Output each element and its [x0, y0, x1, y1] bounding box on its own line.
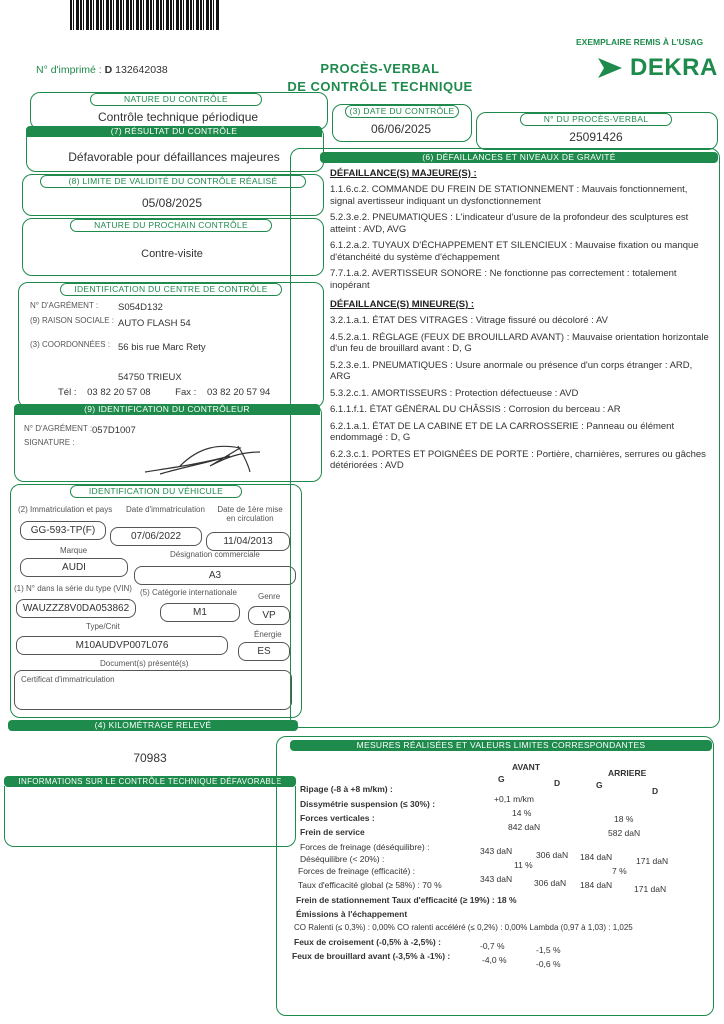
forces-verticales-av: 842 daN [508, 822, 541, 832]
freinage-efficacite-label: Forces de freinage (efficacité) : [298, 866, 416, 876]
document-value: Certificat d'immatriculation [21, 675, 115, 684]
centre-coord-label: (3) COORDONNÉES : [30, 340, 111, 349]
genre-label: Genre [258, 592, 281, 601]
barcode [70, 0, 220, 30]
centre-agrement: S054D132 [118, 302, 163, 313]
controleur-heading: (9) IDENTIFICATION DU CONTRÔLEUR [14, 404, 320, 415]
defaillances-heading: (6) DÉFAILLANCES ET NIVEAUX DE GRAVITÉ [320, 152, 718, 163]
centre-ville: 54750 TRIEUX [118, 372, 182, 383]
marque-field: AUDI [20, 558, 128, 577]
centre-phone-row [58, 387, 270, 399]
mineure-item: 3.2.1.a.1. ÉTAT DES VITRAGES : Vitrage fissuré ou décoloré : AV [330, 315, 608, 326]
type-label: Type/Cnit [86, 622, 120, 631]
resultat-value: Défavorable pour défaillances majeures [68, 150, 280, 164]
mineure-item: 4.5.2.a.1. RÉGLAGE (FEUX DE BROUILLARD AVANT) : Mauvaise orientation horizontale d'un feu de brouillard avant : D, G [330, 331, 709, 354]
date-value: 06/06/2025 [370, 122, 432, 136]
mineures-title: DÉFAILLANCE(S) MINEURE(S) : [330, 299, 475, 310]
centre-heading: IDENTIFICATION DU CENTRE DE CONTRÔLE [60, 283, 282, 296]
tel-label: Tél : [58, 387, 77, 398]
fd-av-g: 343 daN [480, 846, 513, 856]
categorie-label: (5) Catégorie internationale [140, 588, 237, 597]
immat-label: (2) Immatriculation et pays [18, 505, 113, 514]
controleur-agrement-label: N° D'AGRÉMENT : [24, 424, 93, 433]
feux-brouillard-d: -0,6 % [536, 959, 561, 969]
nature-heading: NATURE DU CONTRÔLE [90, 93, 262, 106]
document-field [14, 670, 292, 710]
majeures-title: DÉFAILLANCE(S) MAJEURE(S) : [330, 168, 477, 179]
feux-brouillard-g: -4,0 % [482, 955, 507, 965]
centre-agrement-label: N° D'AGRÉMENT : [30, 301, 99, 310]
ripage-label: Ripage (-8 à +8 m/km) : [300, 784, 393, 794]
fax-label: Fax : [175, 387, 197, 398]
feux-croisement-label: Feux de croisement (-0,5% à -2,5%) : [294, 937, 441, 947]
avant-d: D [554, 778, 561, 788]
defaillances-content [330, 168, 710, 472]
fd-ar-d: 171 daN [636, 856, 669, 866]
title-line-1: PROCÈS-VERBAL [320, 61, 440, 76]
document-title [260, 60, 500, 96]
mineure-item: 6.1.1.f.1. ÉTAT GÉNÉRAL DU CHÂSSIS : Corrosion du berceau : AR [330, 404, 621, 415]
marque-label: Marque [60, 546, 88, 555]
informations-box [4, 786, 296, 847]
tel-value: 03 82 20 57 08 [87, 387, 151, 398]
mineure-item: 5.3.2.c.1. AMORTISSEURS : Protection défectueuse : AVD [330, 387, 579, 399]
imprime-number: N° d'imprimé : D 132642038 [36, 64, 168, 76]
date-circ-field: 11/04/2013 [206, 532, 290, 551]
fd-av-d: 306 daN [536, 850, 569, 860]
majeure-item: 5.2.3.e.2. PNEUMATIQUES : L'indicateur d'usure de la profondeur des sculptures est atteint : AVD, AVG [330, 212, 689, 235]
pv-number: 25091426 [569, 130, 623, 144]
genre-field: VP [248, 606, 290, 625]
frein-stationnement-label: Frein de stationnement Taux d'efficacité (≥ 19%) : 18 % [296, 895, 517, 905]
mineure-item: 6.2.3.c.1. PORTES ET POIGNÉES DE PORTE : Portière, charnières, serrures ou gâches détériorées : AVD [330, 448, 706, 471]
desequilibre-ar: 7 % [612, 866, 627, 876]
designation-field: A3 [134, 566, 296, 585]
immat-field: GG-593-TP(F) [20, 521, 106, 540]
date-immat-label: Date d'immatriculation [126, 505, 205, 514]
date-heading: (3) DATE DU CONTRÔLE [345, 105, 459, 118]
arriere-d: D [652, 786, 659, 796]
desequilibre-label: Déséquilibre (< 20%) : [300, 854, 385, 864]
mesures-heading: MESURES RÉALISÉES ET VALEURS LIMITES CORRESPONDANTES [290, 740, 712, 751]
dissymetrie-label: Dissymétrie suspension (≤ 30%) : [300, 799, 436, 809]
signature-label: SIGNATURE : [24, 438, 75, 447]
vin-field: WAUZZZ8V0DA053862 [16, 599, 136, 618]
fe-ar-d: 171 daN [634, 884, 667, 894]
exemplaire-label: EXEMPLAIRE REMIS À L'USAG [576, 37, 704, 47]
nature-value: Contrôle technique périodique [97, 110, 259, 124]
emissions-label: Émissions à l'échappement [296, 909, 408, 919]
kilometrage-value: 70983 [133, 751, 167, 765]
brand-name: DEKRA [630, 54, 718, 81]
dissymetrie-av: 14 % [512, 808, 532, 818]
prochain-heading: NATURE DU PROCHAIN CONTRÔLE [70, 219, 272, 232]
dissymetrie-ar: 18 % [614, 814, 634, 824]
prochain-value: Contre-visite [141, 248, 203, 260]
majeure-item: 1.1.6.c.2. COMMANDE DU FREIN DE STATIONNEMENT : Mauvais fonctionnement, signal avertisseur indiquant un dysfonctionnement [330, 184, 688, 207]
vin-label: (1) N° dans la série du type (VIN) [14, 584, 132, 593]
majeure-item: 7.7.1.a.2. AVERTISSEUR SONORE : Ne fonctionne pas correctement : totalement inopérant [330, 268, 677, 291]
documents-label: Document(s) présenté(s) [100, 659, 189, 668]
date-circ-label: Date de 1ère mise en circulation [217, 505, 283, 523]
freinage-desequilibre-label: Forces de freinage (déséquilibre) : [300, 842, 430, 852]
energie-field: ES [238, 642, 290, 661]
centre-raison: AUTO FLASH 54 [118, 318, 191, 329]
designation-label: Désignation commerciale [170, 550, 260, 559]
fe-ar-g: 184 daN [580, 880, 613, 890]
title-line-2: DE CONTRÔLE TECHNIQUE [287, 79, 473, 94]
limite-heading: (8) LIMITE DE VALIDITÉ DU CONTRÔLE RÉALISÉ [40, 175, 306, 188]
resultat-heading: (7) RÉSULTAT DU CONTRÔLE [26, 126, 322, 137]
avant-header: AVANT [512, 762, 541, 772]
dekra-logo [596, 54, 718, 82]
dekra-arrow-icon [596, 56, 624, 80]
feux-brouillard-label: Feux de brouillard avant (-3,5% à -1%) : [292, 951, 451, 961]
feux-croisement-g: -0,7 % [480, 941, 505, 951]
arriere-g: G [596, 780, 603, 790]
limite-value: 05/08/2025 [141, 196, 203, 210]
majeure-item: 6.1.2.a.2. TUYAUX D'ÉCHAPPEMENT ET SILENCIEUX : Mauvaise fixation ou manque d'étanchéité du système d'échappement [330, 240, 699, 263]
fax-value: 03 82 20 57 94 [206, 387, 271, 398]
vehicule-heading: IDENTIFICATION DU VÉHICULE [70, 485, 242, 498]
centre-raison-label: (9) RAISON SOCIALE : [30, 316, 115, 325]
fd-ar-g: 184 daN [580, 852, 613, 862]
fe-av-d: 306 daN [534, 878, 567, 888]
categorie-field: M1 [160, 603, 240, 622]
fe-av-g: 343 daN [480, 874, 513, 884]
ripage-value: +0,1 m/km [494, 794, 534, 804]
taux-global-label: Taux d'efficacité global (≥ 58%) : 70 % [298, 880, 442, 890]
date-immat-field: 07/06/2022 [110, 527, 202, 546]
signature-scribble [140, 438, 280, 478]
pv-heading: N° DU PROCÈS-VERBAL [520, 113, 672, 126]
mineure-item: 6.2.1.a.1. ÉTAT DE LA CABINE ET DE LA CARROSSERIE : Panneau ou élément endommagé : D, G [330, 420, 675, 443]
centre-adresse: 56 bis rue Marc Rety [118, 342, 206, 353]
frein-service-label: Frein de service [300, 827, 365, 837]
informations-heading: INFORMATIONS SUR LE CONTRÔLE TECHNIQUE DÉFAVORABLE [4, 776, 296, 787]
energie-label: Énergie [254, 630, 282, 639]
avant-g: G [498, 774, 505, 784]
desequilibre-av: 11 % [514, 860, 533, 870]
controleur-agrement: 057D1007 [92, 425, 136, 436]
type-field: M10AUDVP007L076 [16, 636, 228, 655]
forces-verticales-label: Forces verticales : [300, 813, 375, 823]
kilometrage-heading: (4) KILOMÉTRAGE RELEVÉ [8, 720, 298, 731]
mineure-item: 5.2.3.e.1. PNEUMATIQUES : Usure anormale ou présence d'un corps étranger : ARD, ARG [330, 359, 693, 382]
forces-verticales-ar: 582 daN [608, 828, 641, 838]
feux-croisement-d: -1,5 % [536, 945, 561, 955]
co-label: CO Ralenti (≤ 0,3%) : 0,00% CO ralenti accéléré (≤ 0,2%) : 0,00% Lambda (0,97 à 1,03) : 1,025 [294, 923, 633, 932]
arriere-header: ARRIERE [608, 768, 647, 778]
